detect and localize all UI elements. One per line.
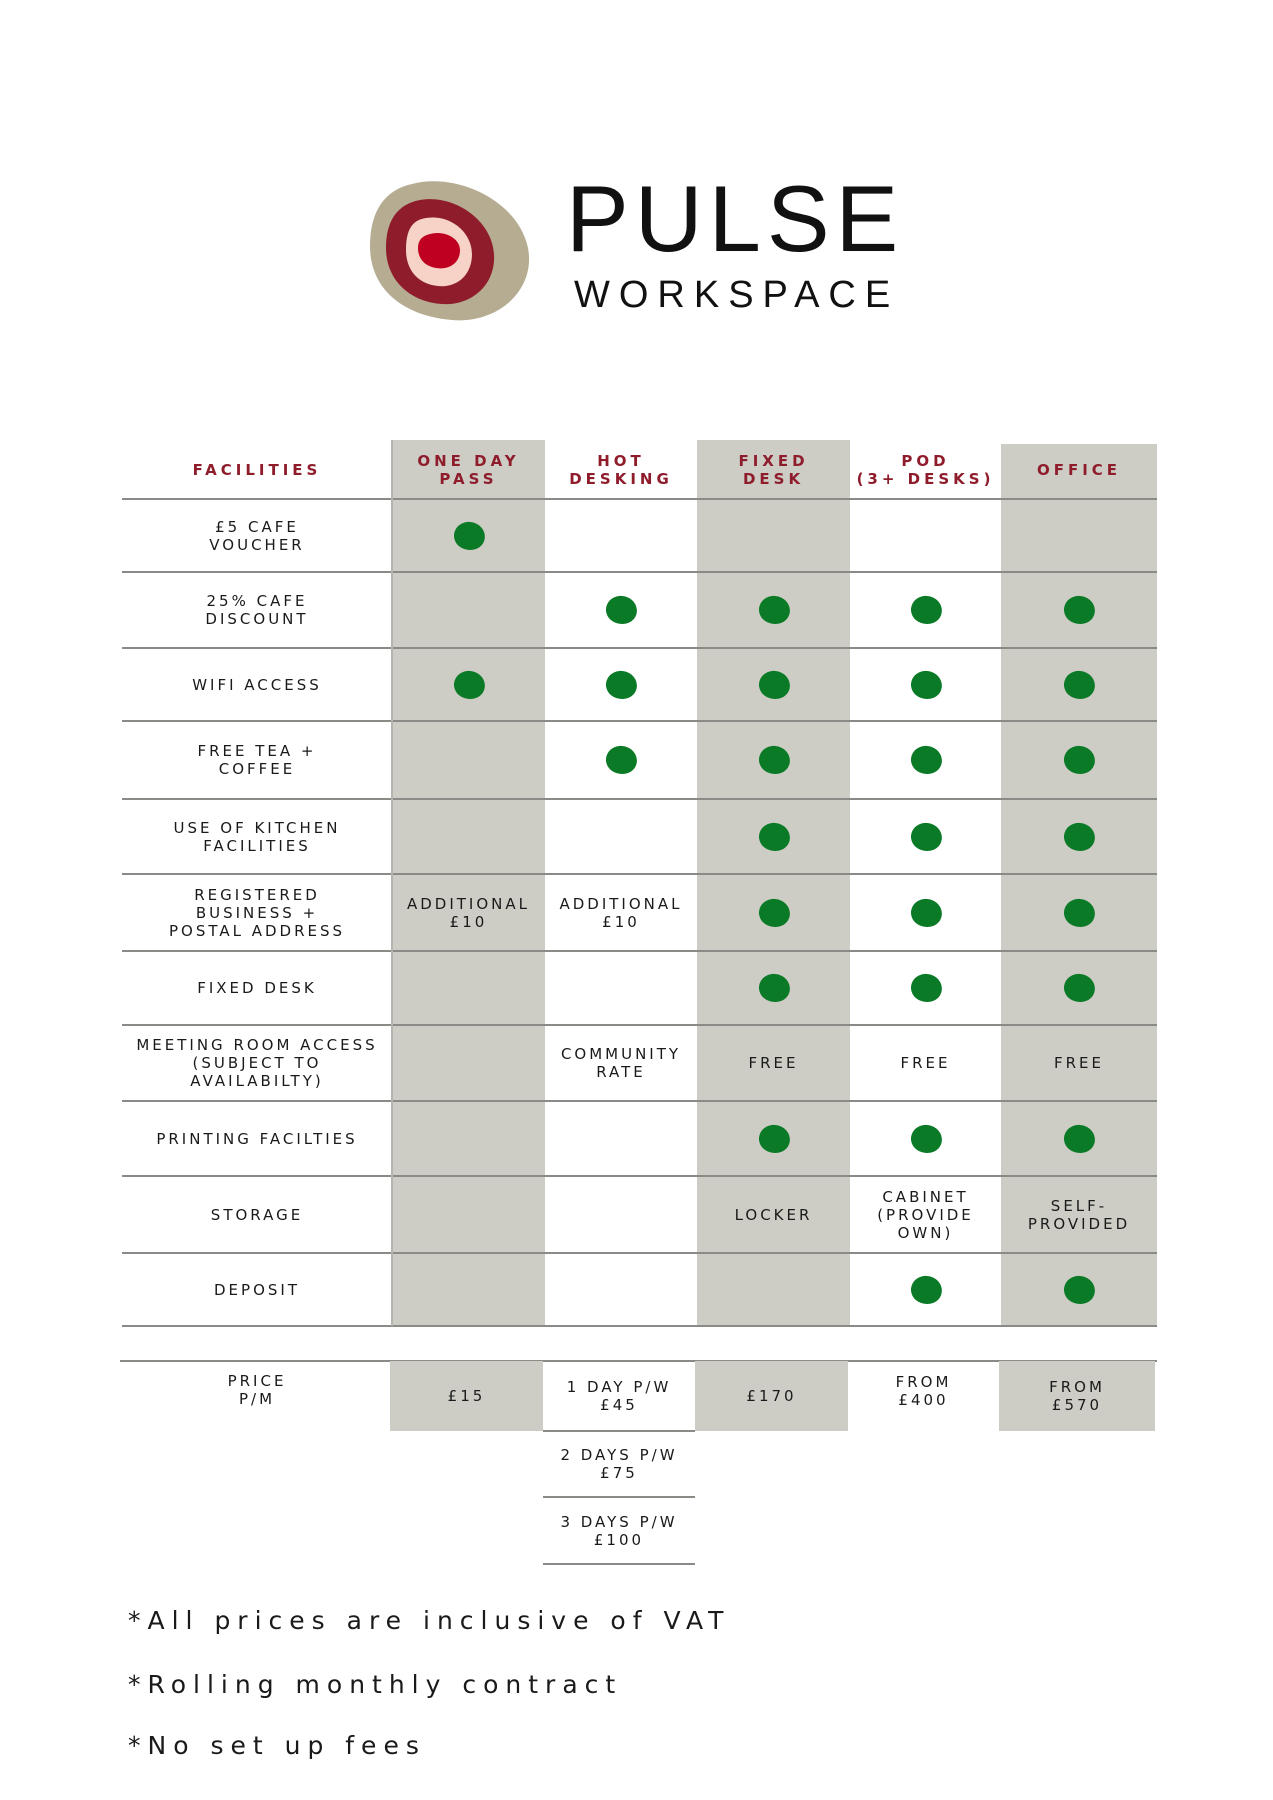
header-plan: FIXED DESK bbox=[738, 451, 809, 488]
included-check-icon bbox=[602, 742, 640, 778]
price-one-day: £15 bbox=[447, 1387, 486, 1405]
header-facilities: FACILITIES bbox=[192, 460, 322, 479]
facility-label: USE OF KITCHEN FACILITIES bbox=[173, 818, 341, 855]
price-hot-desking-option: 2 DAYS P/W £75 bbox=[560, 1446, 678, 1482]
included-check-icon bbox=[907, 742, 945, 778]
facility-value: FREE bbox=[900, 1054, 951, 1072]
facility-label: FREE TEA + COFFEE bbox=[197, 742, 317, 778]
price-hot-desking-option: 3 DAYS P/W £100 bbox=[560, 1512, 678, 1549]
included-check-icon bbox=[907, 1271, 945, 1307]
price-office: FROM £570 bbox=[1049, 1378, 1105, 1414]
price-option-divider bbox=[543, 1563, 695, 1565]
facility-label: £5 CAFE VOUCHER bbox=[209, 517, 305, 554]
included-check-icon bbox=[602, 666, 640, 702]
header-plan: HOT DESKING bbox=[569, 451, 673, 488]
header-plan: ONE DAY PASS bbox=[417, 451, 520, 488]
facility-label: DEPOSIT bbox=[214, 1280, 300, 1299]
facility-label: STORAGE bbox=[210, 1205, 304, 1224]
included-check-icon bbox=[907, 666, 945, 702]
header-plan: POD (3+ DESKS) bbox=[856, 451, 995, 488]
included-check-icon bbox=[602, 592, 640, 628]
header-plan: OFFICE bbox=[1036, 460, 1122, 479]
facility-value: ADDITIONAL £10 bbox=[406, 894, 531, 931]
facility-value: ADDITIONAL £10 bbox=[559, 894, 683, 931]
facility-value: CABINET (PROVIDE OWN) bbox=[877, 1187, 974, 1242]
included-check-icon bbox=[907, 1120, 945, 1156]
facility-value: LOCKER bbox=[734, 1205, 813, 1224]
facility-value: FREE bbox=[748, 1054, 799, 1072]
note-fees: *No set up fees bbox=[128, 1731, 426, 1760]
price-hot-desking-option: 1 DAY P/W £45 bbox=[566, 1378, 672, 1414]
facility-label: REGISTERED BUSINESS + POSTAL ADDRESS bbox=[168, 885, 346, 940]
facility-label: WIFI ACCESS bbox=[192, 675, 322, 694]
facility-label: FIXED DESK bbox=[197, 979, 317, 997]
note-contract: *Rolling monthly contract bbox=[128, 1670, 623, 1699]
price-pod: FROM £400 bbox=[895, 1373, 952, 1409]
facility-label: 25% CAFE DISCOUNT bbox=[205, 592, 309, 628]
facility-value: COMMUNITY RATE bbox=[560, 1045, 682, 1081]
facility-label: PRINTING FACILTIES bbox=[156, 1129, 358, 1148]
included-check-icon bbox=[907, 818, 945, 854]
included-check-icon bbox=[907, 592, 945, 628]
included-check-icon bbox=[907, 970, 945, 1006]
price-label: PRICE P/M bbox=[227, 1372, 287, 1408]
price-fixed-desk: £170 bbox=[746, 1387, 797, 1405]
brand-name: PULSE bbox=[566, 166, 905, 271]
note-vat: *All prices are inclusive of VAT bbox=[128, 1606, 731, 1635]
brand-subtitle: WORKSPACE bbox=[574, 274, 900, 316]
included-check-icon bbox=[907, 894, 945, 930]
facility-value: FREE bbox=[1053, 1054, 1104, 1072]
pulse-logo-icon bbox=[368, 178, 532, 326]
facility-value: SELF- PROVIDED bbox=[1027, 1196, 1131, 1233]
facility-label: MEETING ROOM ACCESS (SUBJECT TO AVAILABILTY) bbox=[136, 1036, 378, 1090]
